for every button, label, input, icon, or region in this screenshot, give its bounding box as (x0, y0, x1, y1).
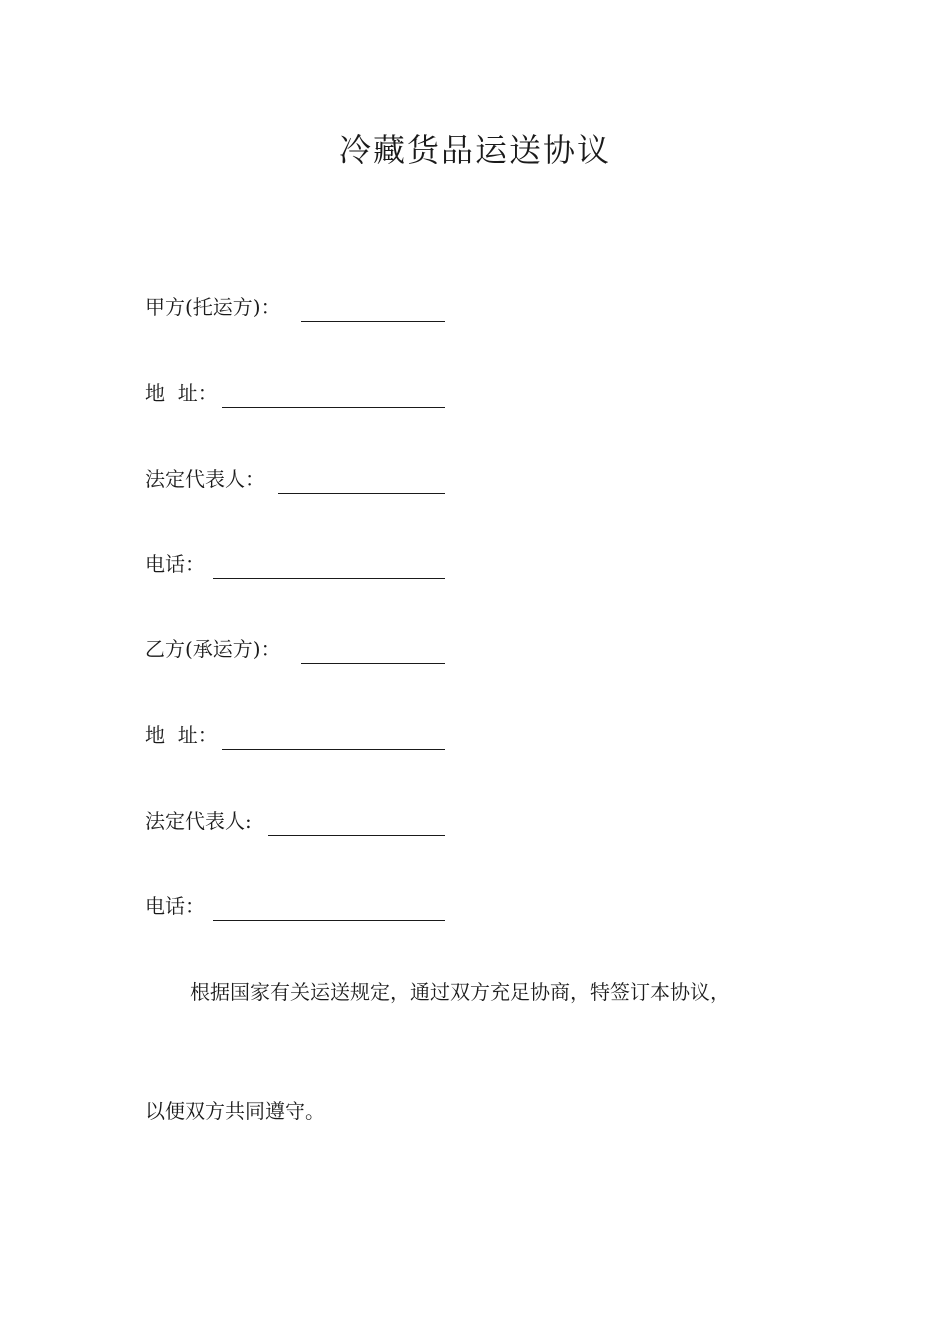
party-a-phone-field (145, 549, 445, 579)
party-b-address-blank[interactable] (222, 749, 445, 750)
intro-paragraph-line1: 根据国家有关运送规定，通过双方充足协商，特签订本协议， (190, 980, 730, 1004)
party-b-address-field (145, 720, 445, 750)
intro-paragraph-line2: 以便双方共同遵守。 (145, 1099, 325, 1123)
party-a-representative-label: 法定代表人： (145, 467, 265, 491)
party-a-name-blank[interactable] (301, 321, 445, 322)
party-b-name-blank[interactable] (301, 663, 445, 664)
party-a-phone-blank[interactable] (213, 578, 445, 579)
party-b-address-label: 地 址： (145, 723, 218, 747)
party-b-name-field (145, 634, 445, 664)
party-b-phone-field (145, 891, 445, 921)
party-b-name-label: 乙方(承运方)： (145, 637, 281, 661)
party-a-name-label: 甲方(托运方)： (145, 295, 281, 319)
party-a-name-field (145, 292, 445, 322)
party-b-representative-label: 法定代表人: (145, 809, 252, 833)
party-b-representative-blank[interactable] (268, 835, 445, 836)
party-b-phone-label: 电话： (145, 894, 205, 918)
party-a-address-blank[interactable] (222, 407, 445, 408)
document-title: 冷藏货品运送协议 (338, 131, 611, 169)
party-a-phone-label: 电话： (145, 552, 205, 576)
party-a-address-label: 地 址： (145, 381, 218, 405)
party-a-address-field (145, 378, 445, 408)
party-a-representative-blank[interactable] (278, 493, 445, 494)
party-a-representative-field (145, 464, 445, 494)
party-b-phone-blank[interactable] (213, 920, 445, 921)
party-b-representative-field (145, 806, 445, 836)
